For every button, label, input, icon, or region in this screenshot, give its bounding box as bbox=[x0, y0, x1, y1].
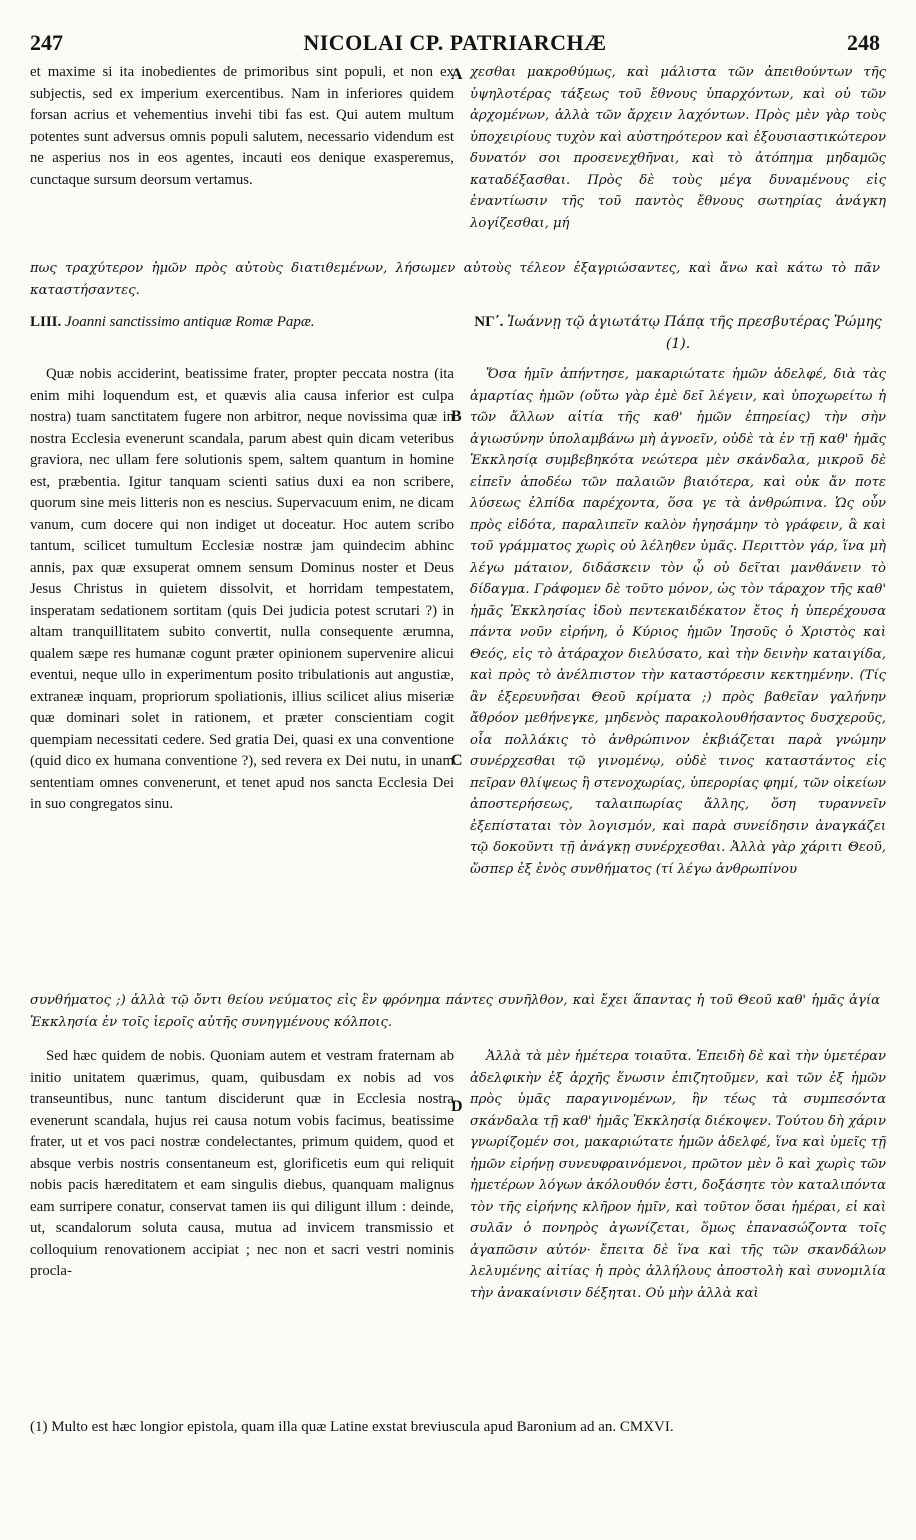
greek-column-top bbox=[470, 62, 886, 234]
running-header bbox=[30, 30, 880, 60]
latin-letter-heading: Joanni sanctissimo antiquæ Romæ Papæ. bbox=[65, 314, 315, 330]
margin-marker-a: A bbox=[451, 66, 463, 83]
page-number-left: 247 bbox=[30, 30, 63, 55]
latin-letter-title bbox=[30, 312, 454, 334]
greek-letter-title bbox=[470, 312, 886, 355]
margin-marker-c: C bbox=[451, 752, 463, 769]
latin-letter-number: LIII. bbox=[30, 314, 62, 330]
latin-paragraph: et maxime si ita inobedientes de primoribus sint populi, et non ex subjectis, sed ex imperium exercentibus. Nam in inferiores quidem forsan acrius et vehementius invehi tibi fas est. Qui autem multum potentes sunt adversus omnis populi salutem, necessario videndum est ne asperius nos in eos agentes, incauti eos denique exasperemus, cunctaque sursum deorsum vertamus. bbox=[30, 64, 454, 188]
margin-marker-d: D bbox=[451, 1098, 463, 1115]
greek-column-bottom bbox=[470, 1046, 886, 1304]
margin-marker-b: B bbox=[451, 408, 462, 425]
latin-column-bottom bbox=[30, 1046, 454, 1283]
footnote: (1) Multo est hæc longior epistola, quam illa quæ Latine exstat breviuscula apud Baronium ad an. CMXVI. bbox=[30, 1419, 674, 1435]
greek-spanning-line: πως τραχύτερον ἡμῶν πρὸς αὐτοὺς διατιθεμένων, λήσωμεν αὐτοὺς τέλεον ἐξαγριώσαντες, καὶ ἄνω καὶ κάτω τὸ πᾶν καταστήσαντες. bbox=[30, 261, 880, 298]
greek-paragraph: χεσθαι μακροθύμως, καὶ μάλιστα τῶν ἀπειθούντων τῆς ὑψηλοτέρας τάξεως τοῦ ἔθνους ὑπαρχόντων, καὶ οὐ τῶν ἀρχομένων, ἀλλὰ τῶν ἄρχειν λαχόντων. Πρὸς μὲν γὰρ τοὺς ὑποχειρίους τυχὸν καὶ αὐστηρότερον καὶ ἐξουσιαστικώτερον δυνατόν σοι προσενεχθῆναι, καὶ τὸ ἀτόπημα μηδαμῶς καταδέξασθαι. Πρὸς δὲ τοὺς μέγα δυναμένους εἰς ἐναντίωσιν τῆς τοῦ παντὸς ἔθνους σωτηρίας ἀνάγκη λογίζεσθαι, μή bbox=[470, 65, 886, 231]
running-title: NICOLAI CP. PATRIARCHÆ bbox=[303, 30, 607, 55]
greek-paragraph: Ὅσα ἡμῖν ἀπήντησε, μακαριώτατε ἡμῶν ἀδελφέ, διὰ τὰς ἁμαρτίας ἡμῶν (οὕτω γὰρ ἐμὲ δεῖ λέγειν, καὶ ὑποχωρείτω ἡ τῶν ἄλλων αἰτία τῆς καθ' ἡμῶν ἐπηρείας) τὴν σὴν ἁγιωσύνην ὑπολαμβάνω μὴ ἀγνοεῖν, οὐδὲ τὰ ἐν τῇ καθ' ἡμᾶς Ἐκκλησίᾳ συμβεβηκότα νεώτερα μὲν σκάνδαλα, μικροῦ δὲ εἰπεῖν ἀποδέω τῶν παλαιῶν βιαιότερα, καὶ οὐκ ἄν ποτε λύσεως ἐλπίδα παρέχοντα, ὅσα γε τὰ ἀνθρώπινα. Ὡς οὖν πρὸς εἰδότα, παραλιπεῖν καλὸν ἡγησάμην τὸ γράφειν, ἃ καὶ τοῦ γράμματος χωρὶς οὐ λέληθεν ὑμᾶς. Περιττὸν γάρ, ἵνα μὴ λέγω μάταιον, διδάσκειν τὸν ᾧ οὐ δεῖται μανθάνειν τὸ δίδαγμα. Γράφομεν δὲ τοῦτο μόνον, ὡς τὸν τάραχον τῆς καθ' ἡμᾶς Ἐκκλησίας ἰδοὺ πεντεκαιδέκατον ἔτος ἡ ὑπερέχουσα πάντα νοῦν εἰρήνη, ὁ Κύριος ἡμῶν Ἰησοῦς ὁ Χριστὸς καὶ Θεός, εἰς τὸ ἀτάραχον διελύσατο, καὶ τὴν δεινὴν καταιγίδα, καὶ πρὸς τὸ ἀνέλπιστον τὴν καταστόρεσιν κεκτημένην. (Τίς ἂν ἐξερευνῆσαι Θεοῦ κρίματα ;) πρὸς βαθεῖαν γαλήνην ἄθρόον μεθήνεγκε, μηδενὸς παρακολουθήσαντος δυσχεροῦς, οἷα πολλάκις τὸ ἀνθρώπινον ἐκβιάζεται παρὰ γνώμην συνέρχεσθαι τῷ γινομένῳ, οὐδὲ τινος καταστάντος εἰς πεῖραν θλίψεως ἢ στενοχωρίας, ὑπερορίας φημί, τῶν οἰκείων ἀποστερήσεως, ταλαιπωρίας ἄλλης, ὅση τυραννεῖν ἐξεπίσταται τὸν λογισμόν, καὶ παρὰ συνείδησιν ἀναγκάζει τῷ δοκοῦντι τῇ ἀνάγκῃ συνέρχεσθαι. Ἀλλὰ γὰρ χάριτι Θεοῦ, ὥσπερ ἐξ ἑνὸς συνθήματος (τί λέγω ἀνθρωπίνου bbox=[470, 367, 886, 877]
latin-column-body bbox=[30, 364, 454, 816]
greek-column-body bbox=[470, 364, 886, 880]
latin-paragraph: Quæ nobis acciderint, beatissime frater, propter peccata nostra (ita enim mihi loquendum est, et quævis alia causa inferior est culpa nostra) tuam sanctitatem fugere non arbitror, neque novissima quæ in nostra Ecclesia evenerunt scandala, parum abest quin dicam veteribus graviora, nec ullam fere solutionis spem, saltem quantum in homine est, præbentia. Igitur tanquam scienti satius duxi ea non scribere, quorum sine meis litteris non es nescius. Supervacuum enim, ne dicam vanum, cum docere qui non indiget ut doceatur. Hoc autem scribo tantum, scilicet tumultum Ecclesiæ nostræ jam quindecim abhinc annis, pax quæ exsuperat omnem sensum Dominus noster et Deus Jesus Christus in quietem dissolvit, et horridam tempestatem, insperatam sedationem sortitam (quis Dei judicia potest scrutari ?) in altam tranquillitatem subito convertit, nulla consequente ærumna, qualem sæpe res humanæ cogunt præter opinionem supervenire alicui eventui, neque ullo in experimentum posito tribulationis aut angustiæ, extraneæ inquam, propriorum spoliationis, illius scilicet alius miseriæ quæ dominari solet in rationem, et præter conscientiam cogit quempiam necessitati cedere. Sed gratia Dei, quasi ex una conventione (quid dico ex humana conventione ?), sed revera ex Dei nutu, in unam sententiam omnes convenerunt, et tenet apud nos sancta Ecclesia Dei in suo congregatos sinu. bbox=[30, 366, 454, 812]
latin-column-top bbox=[30, 62, 454, 191]
greek-spanning-line: συνθήματος ;) ἀλλὰ τῷ ὄντι θείου νεύματος εἰς ἓν φρόνημα πάντες συνῆλθον, καὶ ἔχει ἅπαντας ἡ τοῦ Θεοῦ καθ' ἡμᾶς ἁγία Ἐκκλησία ἐν τοῖς ἱεροῖς αὐτῆς συνηγμένους κόλποις. bbox=[30, 993, 880, 1030]
greek-paragraph: Ἀλλὰ τὰ μὲν ἡμέτερα τοιαῦτα. Ἐπειδὴ δὲ καὶ τὴν ὑμετέραν ἀδελφικὴν ἐξ ἀρχῆς ἕνωσιν ἐπιζητοῦμεν, καὶ τῶν ἐξ ἡμῶν πρὸς ὑμᾶς παραγινομένων, ἣν τέως τὰ συμπεσόντα σκάνδαλα τῇ καθ' ἡμᾶς Ἐκκλησίᾳ διέκοψεν. Τούτου δὴ χάριν γνωρίζομέν σοι, μακαριώτατε ἡμῶν ἀδελφέ, ἵνα καὶ ὑμεῖς τῇ ἡμῶν εἰρήνῃ συνευφραινόμενοι, πρῶτον μὲν ὃ καὶ χωρὶς τῶν ἡμετέρων λόγων ἀκόλουθόν ἐστι, δοξάσητε τὸν καταλιπόντα τὸν τῆς εἰρήνης κλῆρον ἡμῖν, καὶ τοῦτον ὅσαι ἡμέραι, εἰ καὶ συλᾶν ὁ πονηρὸς ἀγωνίζεται, ὅμως ἐπανασώζοντα τοῖς ἀγαπῶσιν αὐτόν· ἔπειτα δὲ ἵνα καὶ τῆς τῶν σκανδάλων λελυμένης αἰτίας ἡ πρὸς ἀλλήλους ἀποστολὴ καὶ συνομιλία τὴν ἀνακαίνισιν δέξηται. Οὐ μὴν ἀλλὰ καὶ bbox=[470, 1049, 886, 1301]
greek-letter-heading: Ἰωάννῃ τῷ ἁγιωτάτῳ Πάπᾳ τῆς πρεσβυτέρας Ῥώμης (1). bbox=[507, 314, 882, 352]
page-number-right: 248 bbox=[847, 30, 880, 55]
latin-paragraph: Sed hæc quidem de nobis. Quoniam autem et vestram fraternam ab initio unitatem quærimus, quam, quibusdam ex nobis ad vos transeuntibus, nunc tantum disciderunt quæ in Ecclesia nostra evenerunt scandala, hujus rei causa notum vobis facimus, beatissime frater, ut et vos paci nostræ condelectantes, primum quidem, quod et absque verbis nostris consentaneum est, glorificetis eum qui reliquit nobis pacis hæreditatem et eam singulis diebus, quanquam malignus eam surripere conatur, conservat tamen iis qui diligunt illum : deinde, ut, scandalorum soluta causa, mutua ad invicem transmissio et colloquium renovationem accipiat ; nec non et sacri vestri nominis procla- bbox=[30, 1048, 454, 1279]
greek-letter-number: ΝΓ΄. bbox=[474, 314, 504, 330]
